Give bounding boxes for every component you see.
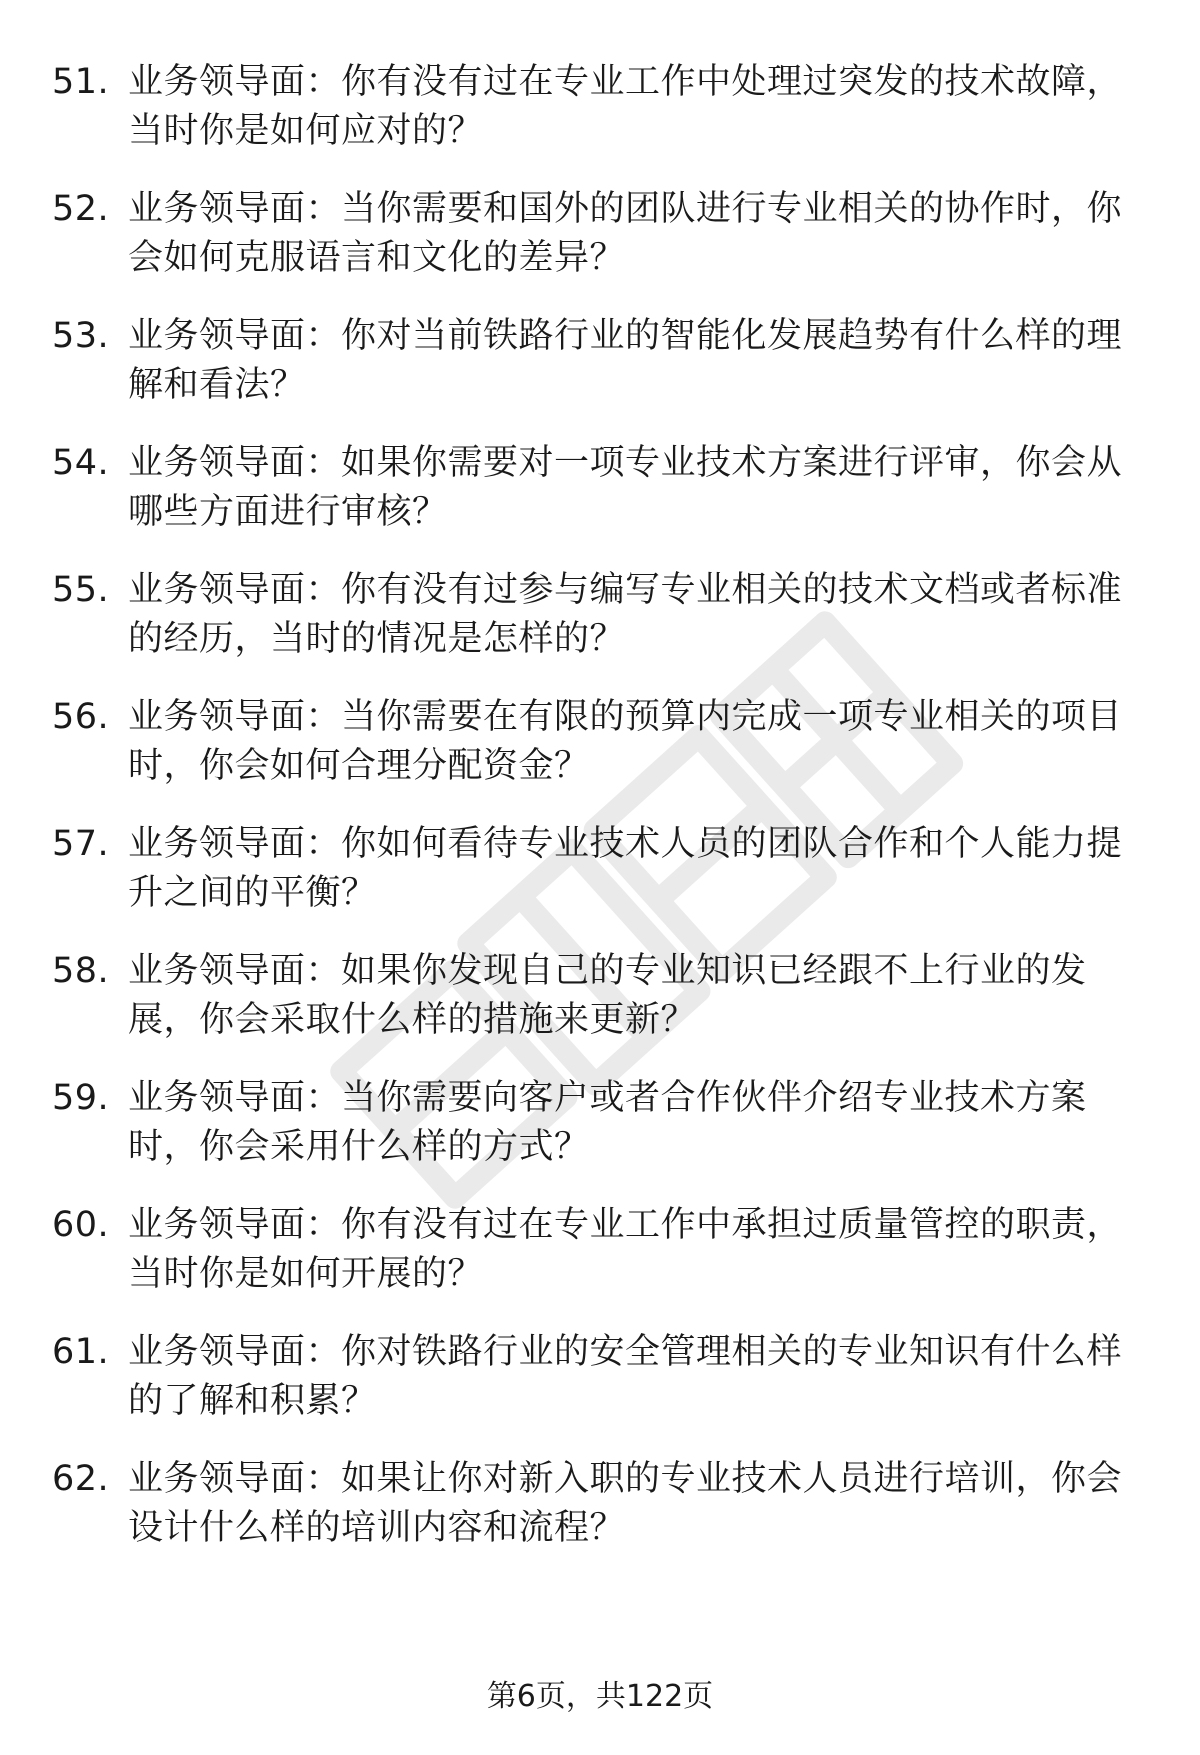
question-item bbox=[52, 693, 1152, 791]
question-item bbox=[52, 820, 1152, 918]
question-number: 56. bbox=[52, 697, 110, 737]
question-text: 业务领导面：你有没有过参与编写专业相关的技术文档或者标准的经历，当时的情况是怎样的？ bbox=[128, 570, 1123, 659]
question-text: 业务领导面：如果你需要对一项专业技术方案进行评审，你会从哪些方面进行审核？ bbox=[128, 443, 1123, 532]
question-item bbox=[52, 1328, 1152, 1426]
question-number: 51. bbox=[52, 62, 110, 102]
question-list bbox=[52, 58, 1152, 1582]
question-number: 57. bbox=[52, 824, 110, 864]
question-number: 60. bbox=[52, 1205, 110, 1245]
question-text: 业务领导面：你如何看待专业技术人员的团队合作和个人能力提升之间的平衡？ bbox=[128, 824, 1123, 913]
question-number: 53. bbox=[52, 316, 110, 356]
question-number: 52. bbox=[52, 189, 110, 229]
question-item bbox=[52, 1074, 1152, 1172]
page-number: 第6页，共122页 bbox=[486, 1679, 714, 1714]
question-number: 62. bbox=[52, 1459, 110, 1499]
question-text: 业务领导面：当你需要和国外的团队进行专业相关的协作时，你会如何克服语言和文化的差异？ bbox=[128, 189, 1123, 278]
question-item bbox=[52, 312, 1152, 410]
question-item bbox=[52, 58, 1152, 156]
question-text: 业务领导面：如果你发现自己的专业知识已经跟不上行业的发展，你会采取什么样的措施来更新？ bbox=[128, 951, 1087, 1040]
question-text: 业务领导面：你有没有过在专业工作中处理过突发的技术故障，当时你是如何应对的？ bbox=[128, 62, 1123, 151]
question-item bbox=[52, 185, 1152, 283]
question-number: 61. bbox=[52, 1332, 110, 1372]
question-number: 58. bbox=[52, 951, 110, 991]
question-item bbox=[52, 1201, 1152, 1299]
question-item bbox=[52, 1455, 1152, 1553]
question-text: 业务领导面：如果让你对新入职的专业技术人员进行培训，你会设计什么样的培训内容和流程？ bbox=[128, 1459, 1123, 1548]
question-item bbox=[52, 439, 1152, 537]
question-number: 59. bbox=[52, 1078, 110, 1118]
question-item bbox=[52, 947, 1152, 1045]
question-text: 业务领导面：当你需要在有限的预算内完成一项专业相关的项目时，你会如何合理分配资金？ bbox=[128, 697, 1123, 786]
question-text: 业务领导面：你对铁路行业的安全管理相关的专业知识有什么样的了解和积累？ bbox=[128, 1332, 1123, 1421]
question-number: 54. bbox=[52, 443, 110, 483]
question-text: 业务领导面：当你需要向客户或者合作伙伴介绍专业技术方案时，你会采用什么样的方式？ bbox=[128, 1078, 1087, 1167]
question-text: 业务领导面：你有没有过在专业工作中承担过质量管控的职责，当时你是如何开展的？ bbox=[128, 1205, 1123, 1294]
question-text: 业务领导面：你对当前铁路行业的智能化发展趋势有什么样的理解和看法？ bbox=[128, 316, 1123, 405]
question-item bbox=[52, 566, 1152, 664]
question-number: 55. bbox=[52, 570, 110, 610]
